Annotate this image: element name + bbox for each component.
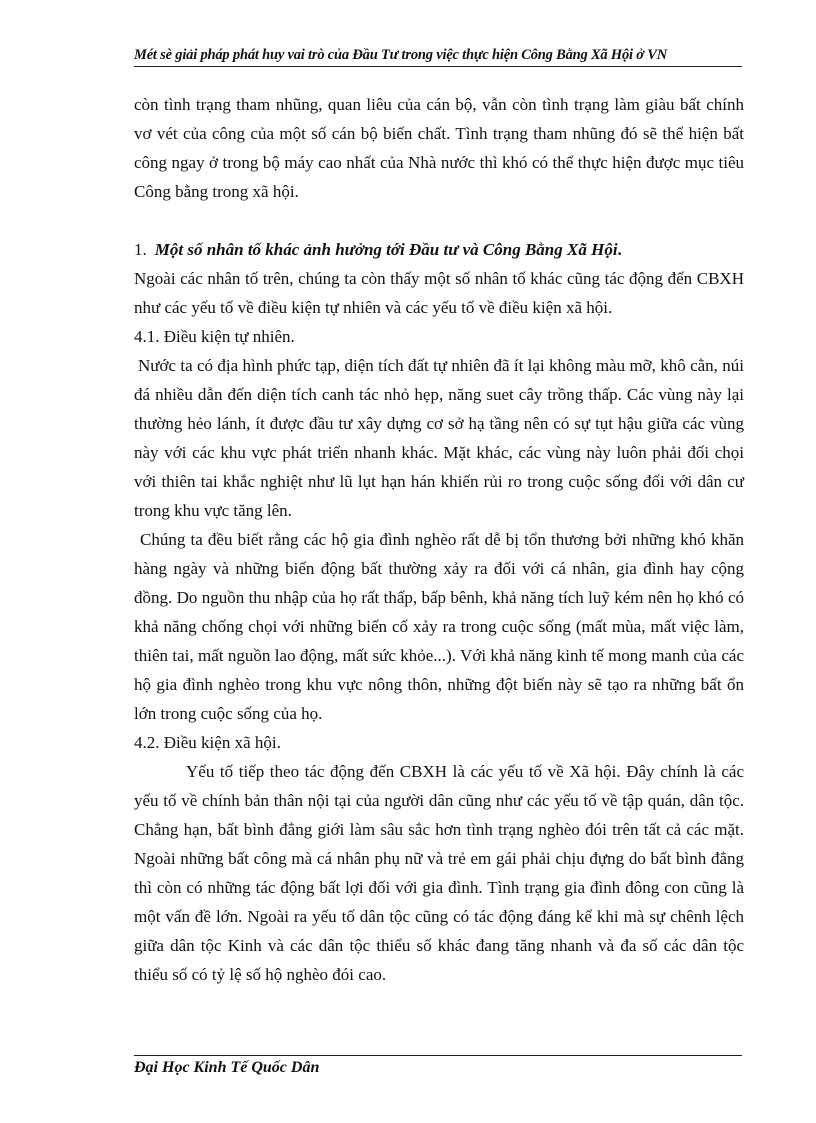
header-divider (134, 66, 742, 67)
footer-institution: Đại Học Kinh Tế Quốc Dân (134, 1059, 320, 1076)
paragraph-natural-1: Nước ta có địa hình phức tạp, diện tích đất tự nhiên đã ít lại không màu mỡ, khô cằn, núi đá nhiều dẫn đến diện tích canh tác nhỏ hẹp, năng suet cây trồng thấp. Các vùng này lại thường hẻo lánh, ít được đầu tư xây dựng cơ sở hạ tầng nên có sự tụt hậu giữa các vùng này với các khu vực phát triển nhanh khác. Mặt khác, các vùng này luôn phải đối chọi với thiên tai khắc nghiệt như lũ lụt hạn hán khiến rủi ro trong cuộc sống đối với dân cư trong khu vực tăng lên. (134, 356, 744, 520)
subheading-social: 4.2. Điều kiện xã hội. (134, 733, 281, 752)
paragraph-natural-2: Chúng ta đều biết rằng các hộ gia đình nghèo rất dễ bị tổn thương bởi những khó khăn hàng ngày và những biến động bất thường xảy ra đối với cá nhân, gia đình hay cộng đồng. Do nguồn thu nhập của họ rất thấp, bấp bênh, khả năng tích luỹ kém nên họ khó có khả năng chống chọi với những biến cố xảy ra trong cuộc sống (mất mùa, mất việc làm, thiên tai, mất nguồn lao động, mất sức khỏe...). Với khả năng kinh tế mong manh của các hộ gia đình nghèo trong khu vực nông thôn, những đột biến này sẽ tạo ra những bất ổn lớn trong cuộc sống của họ. (134, 530, 744, 723)
subheading-natural: 4.1. Điều kiện tự nhiên. (134, 327, 295, 346)
section-title: Một số nhân tố khác ảnh hưởng tới Đầu tư và Công Bằng Xã Hội (154, 240, 618, 259)
section-block (134, 235, 744, 989)
section-title-end: . (617, 240, 622, 259)
running-header: Mét sè giải pháp phát huy vai trò của Đầu Tư trong việc thực hiện Công Bằng Xã Hội ở VN (134, 47, 668, 63)
paragraph-section-intro: Ngoài các nhân tố trên, chúng ta còn thấy một số nhân tố khác cũng tác động đến CBXH như các yếu tố về điều kiện tự nhiên và các yếu tố về điều kiện xã hội. (134, 269, 744, 317)
paragraph-social: Yếu tố tiếp theo tác động đến CBXH là các yếu tố về Xã hội. Đây chính là các yếu tố về chính bản thân nội tại của người dân cũng như các yếu tố về tập quán, dân tộc. Chẳng hạn, bất bình đẳng giới làm sâu sắc hơn tình trạng nghèo đói trên tất cả các mặt. Ngoài những bất công mà cá nhân phụ nữ và trẻ em gái phải chịu đựng do bất bình đẳng thì còn có những tác động bất lợi đối với gia đình. Tình trạng gia đình đông con cũng là một vấn đề lớn. Ngoài ra yếu tố dân tộc cũng có tác động đáng kể khi mà sự chênh lệch giữa dân tộc Kinh và các dân tộc thiểu số khác đang tăng nhanh và đa số các dân tộc thiểu số có tỷ lệ số hộ nghèo đói cao. (134, 762, 744, 984)
section-heading (134, 235, 744, 264)
section-number: 1. (134, 240, 147, 259)
paragraph-intro: còn tình trạng tham nhũng, quan liêu của cán bộ, vẫn còn tình trạng làm giàu bất chính vơ vét của công của một số cán bộ biến chất. Tình trạng tham nhũng đó sẽ thể hiện bất công ngay ở trong bộ máy cao nhất của Nhà nước thì khó có thể thực hiện được mục tiêu Công bằng trong xã hội. (134, 95, 744, 201)
intro-block (134, 90, 744, 206)
footer-divider (134, 1055, 742, 1056)
